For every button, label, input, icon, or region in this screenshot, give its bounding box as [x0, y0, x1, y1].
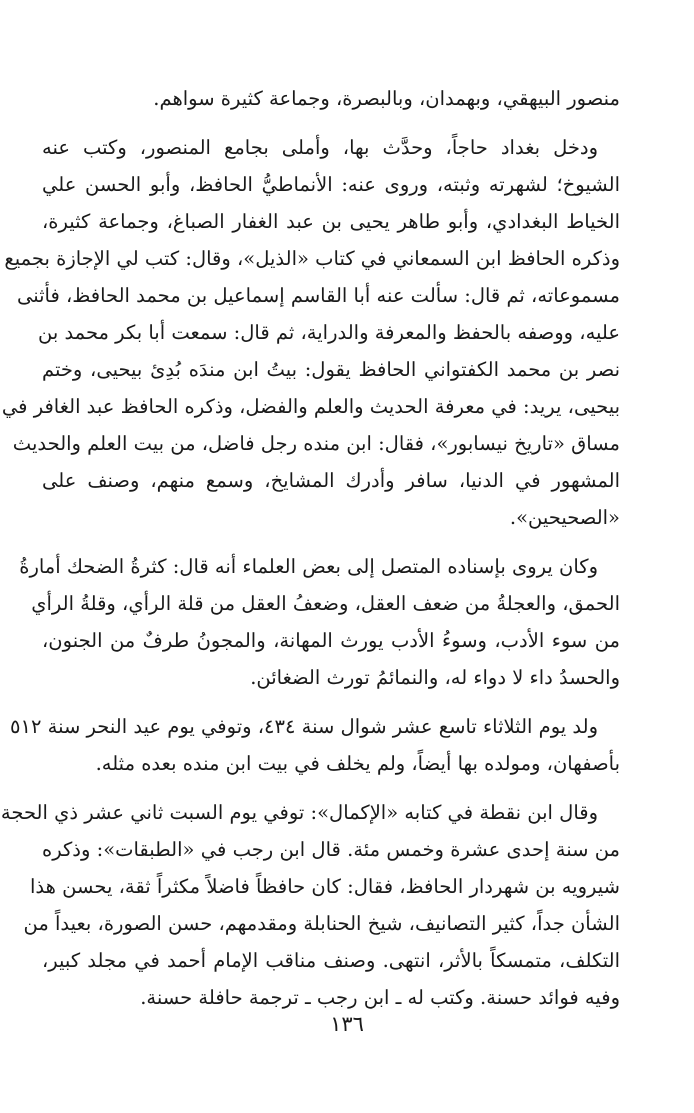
- text-line: منصور البيهقي، وبهمدان، وبالبصرة، وجماعة كثيرة سواهم.: [153, 87, 620, 110]
- text-line: التكلف، متمسكاً بالأثر، انتهى. وصنف مناقب الإمام أحمد في مجلد كبير،: [42, 949, 620, 972]
- paragraph-baghdad: [1, 129, 620, 536]
- text-line: وقال ابن نقطة في كتابه «الإكمال»: توفي يوم السبت ثاني عشر ذي الحجة: [0, 801, 598, 824]
- text-line: الخياط البغدادي، وأبو طاهر يحيى بن عبد الغفار الصباغ، وجماعة كثيرة،: [42, 210, 620, 233]
- text-line: الحمق، والعجلةُ من ضعف العقل، وضعفُ العقل من قلة الرأي، وقلةُ الرأي: [31, 592, 620, 615]
- text-line: ودخل بغداد حاجاً، وحدَّث بها، وأملى بجامع المنصور، وكتب عنه: [42, 136, 598, 159]
- paragraph-saying: [19, 548, 620, 696]
- page-body: [0, 80, 620, 1028]
- text-line: بأصفهان، ومولده بها أيضاً، ولم يخلف في بيت ابن منده بعده مثله.: [95, 752, 620, 775]
- page-number: ١٣٦: [330, 1012, 364, 1036]
- text-line: مساق «تاريخ نيسابور»، فقال: ابن منده رجل فاضل، من بيت العلم والحديث: [12, 432, 620, 455]
- text-line: الشيوخ؛ لشهرته وثبته، وروى عنه: الأنماطيُّ الحافظ، وأبو الحسن علي: [42, 173, 620, 196]
- text-line: ولد يوم الثلاثاء تاسع عشر شوال سنة ٤٣٤، وتوفي يوم عيد النحر سنة ٥١٢: [10, 715, 598, 738]
- paragraph-continuation: [42, 80, 620, 117]
- text-line: نصر بن محمد الكفتواني الحافظ يقول: بيتُ ابن مندَه بُدِئ بيحيى، وختم: [42, 358, 620, 381]
- text-line: والحسدُ داء لا دواء له، والنمائمُ تورث الضغائن.: [250, 666, 620, 689]
- text-line: «الصحيحين».: [509, 506, 620, 529]
- text-line: عليه، ووصفه بالحفظ والمعرفة والدراية، ثم قال: سمعت أبا بكر محمد بن: [37, 321, 620, 344]
- text-line: وفيه فوائد حسنة. وكتب له ـ ابن رجب ـ ترجمة حافلة حسنة.: [140, 986, 620, 1009]
- text-line: من سنة إحدى عشرة وخمس مئة. قال ابن رجب في «الطبقات»: وذكره: [42, 838, 620, 861]
- paragraph-birth-death: [10, 708, 620, 782]
- text-line: شيرويه بن شهردار الحافظ، فقال: كان حافظاً فاضلاً مكثراً ثقة، يحسن هذا: [30, 875, 620, 898]
- text-line: وذكره الحافظ ابن السمعاني في كتاب «الذيل»، وقال: كتب لي الإجازة بجميع: [4, 247, 620, 270]
- text-line: المشهور في الدنيا، سافر وأدرك المشايخ، وسمع منهم، وصنف على: [42, 469, 620, 492]
- paragraph-ibn-nuqta: [0, 794, 620, 1016]
- text-line: مسموعاته، ثم قال: سألت عنه أبا القاسم إسماعيل بن محمد الحافظ، فأثنى: [16, 284, 620, 307]
- text-line: وكان يروى بإسناده المتصل إلى بعض العلماء أنه قال: كثرةُ الضحك أمارةُ: [19, 555, 598, 578]
- text-line: بيحيى، يريد: في معرفة الحديث والعلم والفضل، وذكره الحافظ عبد الغافر في: [1, 395, 620, 418]
- text-line: من سوء الأدب، وسوءُ الأدب يورث المهانة، والمجونُ طرفٌ من الجنون،: [42, 629, 620, 652]
- text-line: الشأن جداً، كثير التصانيف، شيخ الحنابلة ومقدمهم، حسن الصورة، بعيداً من: [23, 912, 620, 935]
